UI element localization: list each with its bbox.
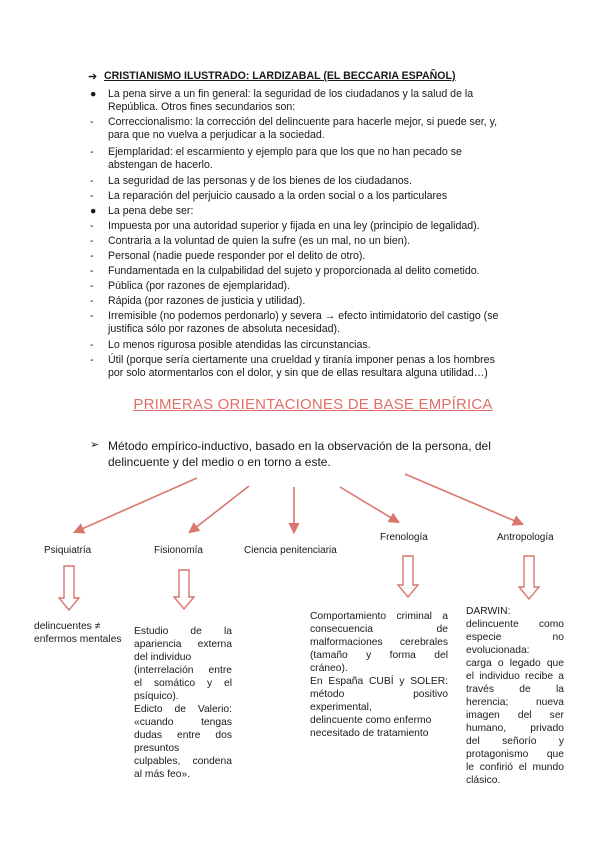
node-psiquiatria: Psiquiatría bbox=[44, 545, 92, 556]
text-line: método positivo bbox=[310, 689, 448, 700]
text-line: herencia; nueva bbox=[466, 697, 564, 708]
bullet-mark: ● bbox=[90, 88, 97, 100]
fisionomia-text bbox=[134, 625, 232, 781]
text-line: consecuencia de bbox=[310, 624, 448, 635]
arrow-to-antropologia bbox=[405, 474, 522, 524]
text-line: delincuente como bbox=[466, 619, 564, 630]
node-fisionomia: Fisionomía bbox=[154, 545, 203, 556]
text-line: Edicto de Valerio: bbox=[134, 704, 232, 715]
dash-mark: - bbox=[90, 280, 94, 292]
list-line: La seguridad de las personas y de los bienes de los ciudadanos. bbox=[108, 175, 412, 187]
list-line: Pública (por razones de ejemplaridad). bbox=[108, 280, 290, 292]
text-line: Estudio de la bbox=[134, 626, 232, 637]
list-line: Rápida (por razones de justicia y utilidad). bbox=[108, 295, 306, 307]
dash-mark: - bbox=[90, 146, 94, 158]
text-line: especie no bbox=[466, 632, 564, 643]
list-line: abstengan de hacerlo. bbox=[108, 159, 213, 171]
text-line: experimental, bbox=[310, 702, 372, 713]
list-line: Útil (porque sería ciertamente una crueldad y tiranía imponer penas a los hombres bbox=[108, 354, 495, 366]
section-title: PRIMERAS ORIENTACIONES DE BASE EMPÍRICA bbox=[133, 396, 493, 413]
list-line: La pena sirve a un fin general: la seguridad de los ciudadanos y la salud de la bbox=[108, 88, 474, 100]
down-arrow-antropologia bbox=[519, 556, 539, 599]
list-line: Fundamentada en la culpabilidad del sujeto y proporcionada al delito cometido. bbox=[108, 265, 480, 277]
bullet-mark: ● bbox=[90, 205, 97, 217]
list-line: Contraria a la voluntad de quien la sufre (es un mal, no un bien). bbox=[108, 235, 411, 247]
text-line: el individuo recibe a bbox=[466, 671, 564, 682]
text-line: cráneo). bbox=[310, 663, 348, 674]
dash-mark: - bbox=[90, 250, 94, 262]
text-line: el somático y el bbox=[134, 678, 232, 689]
list-line: La reparación del perjuicio causado a la orden social o a los particulares bbox=[108, 190, 448, 202]
heading-arrow-icon: ➔ bbox=[88, 71, 98, 83]
node-ciencia-penitenciaria: Ciencia penitenciaria bbox=[244, 545, 337, 556]
frenologia-text bbox=[310, 610, 448, 740]
list-line: Correccionalismo: la corrección del delincuente para hacerle mejor, si puede ser, y, bbox=[108, 116, 498, 128]
text-line: En España CUBÍ y SOLER: bbox=[310, 676, 448, 687]
psiquiatria-text bbox=[34, 620, 130, 646]
list-line: La pena debe ser: bbox=[108, 205, 194, 217]
dash-mark: - bbox=[90, 235, 94, 247]
list-line: por solo atormentarlos con el dolor, y sin que de ellas resultara alguna utilidad…) bbox=[108, 367, 488, 379]
text-line: través de la bbox=[466, 684, 564, 695]
text-line: delincuentes ≠ bbox=[34, 621, 101, 632]
text-line: Comportamiento criminal a bbox=[310, 611, 448, 622]
text-line: (tamaño y forma del bbox=[310, 650, 448, 661]
text-line: protagonismo que bbox=[466, 749, 564, 760]
text-line: carga o legado que bbox=[466, 658, 564, 669]
dash-mark: - bbox=[90, 339, 94, 351]
dash-mark: - bbox=[90, 220, 94, 232]
text-line: necesitado de tratamiento bbox=[310, 728, 429, 739]
heading-cristianismo: CRISTIANISMO ILUSTRADO: LARDIZABAL (EL BECCARIA ESPAÑOL) bbox=[104, 70, 456, 82]
text-line: al más feo». bbox=[134, 769, 191, 780]
arrow-to-fisionomia bbox=[190, 486, 249, 532]
antropologia-text bbox=[466, 605, 564, 787]
text-line: «cuando tengas bbox=[134, 717, 232, 728]
list-line: Lo menos rigurosa posible atendidas las circunstancias. bbox=[108, 339, 371, 351]
dash-mark: - bbox=[90, 295, 94, 307]
list-line: República. Otros fines secundarios son: bbox=[108, 101, 296, 113]
text-line: evolucionada: bbox=[466, 645, 530, 656]
text-line: le confirió el mundo bbox=[466, 762, 564, 773]
list-line: para que no vuelva a perjudicar a la sociedad. bbox=[108, 129, 325, 141]
text-line: DARWIN: bbox=[466, 606, 511, 617]
text-line: del señorío y bbox=[466, 736, 564, 747]
dash-mark: - bbox=[90, 265, 94, 277]
text-line: (interrelación entre bbox=[134, 665, 232, 676]
arrow-to-psiquiatria bbox=[75, 478, 197, 532]
down-arrow-psiquiatria bbox=[59, 566, 79, 610]
list-line: Impuesta por una autoridad superior y fijada en una ley (principio de legalidad). bbox=[108, 220, 480, 232]
text-line: enfermos mentales bbox=[34, 634, 122, 645]
list-line: Ejemplaridad: el escarmiento y ejemplo para que los que no han pecado se bbox=[108, 146, 462, 158]
text-line: dudas entre dos bbox=[134, 730, 232, 741]
text-line: psíquico). bbox=[134, 691, 179, 702]
list-line: Personal (nadie puede responder por el delito de otro). bbox=[108, 250, 366, 262]
node-antropologia: Antropología bbox=[497, 532, 554, 543]
node-frenologia: Frenología bbox=[380, 532, 428, 543]
text-line: delincuente como enfermo bbox=[310, 715, 432, 726]
dash-mark: - bbox=[90, 354, 94, 366]
down-arrow-frenologia bbox=[398, 556, 418, 597]
intro-text: Método empírico-inductivo, basado en la observación de la persona, del delincuente y del medio o en torno a este. bbox=[108, 439, 491, 469]
dash-mark: - bbox=[90, 190, 94, 202]
text-line: del individuo bbox=[134, 652, 192, 663]
list-line: Irremisible (no podemos perdonarlo) y severa → efecto intimidatorio del castigo (se bbox=[108, 310, 499, 322]
list-line: justifica sólo por razones de absoluta necesidad). bbox=[108, 323, 341, 335]
dash-mark: - bbox=[90, 116, 94, 128]
dash-mark: - bbox=[90, 310, 94, 322]
text-line: malformaciones cerebrales bbox=[310, 637, 448, 648]
arrow-to-frenologia bbox=[340, 487, 398, 522]
down-arrow-fisionomia bbox=[174, 570, 194, 609]
text-line: culpables, condena bbox=[134, 756, 232, 767]
text-line: imagen del ser bbox=[466, 710, 564, 721]
text-line: clásico. bbox=[466, 775, 501, 786]
text-line: humano, privado bbox=[466, 723, 564, 734]
text-line: apariencia externa bbox=[134, 639, 232, 650]
dash-mark: - bbox=[90, 175, 94, 187]
text-line: presuntos bbox=[134, 743, 180, 754]
arrowhead-bullet-icon: ➢ bbox=[90, 439, 100, 451]
